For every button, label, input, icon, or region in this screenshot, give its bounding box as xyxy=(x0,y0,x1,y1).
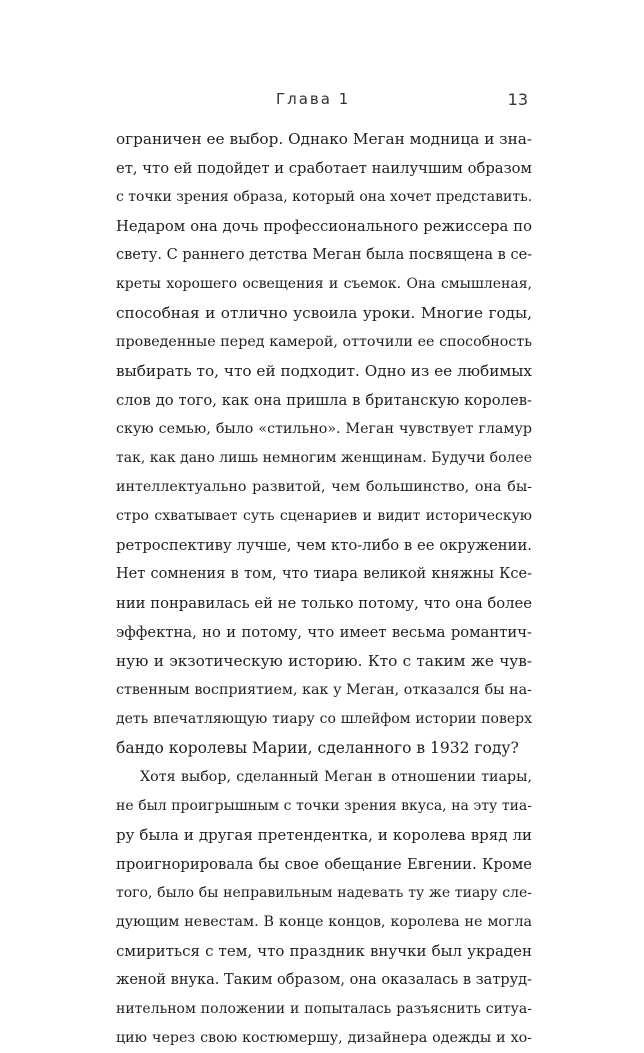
text-line: смириться с тем, что праздник внучки был украден xyxy=(116,942,532,960)
text-line: слов до того, как она пришла в британскую королев- xyxy=(116,392,532,409)
text-line: стро схватывает суть сценариев и видит историческую xyxy=(116,508,532,524)
paragraph-end-line: бандо королевы Марии, сделанного в 1932 году? xyxy=(116,739,519,757)
text-line: того, было бы неправильным надевать ту же тиару сле- xyxy=(116,885,532,901)
text-line: цию через свою костюмершу, дизайнера одежды и хо- xyxy=(116,1030,532,1046)
text-line: Недаром она дочь профессионального режиссера по xyxy=(116,218,532,235)
text-line: выбирать то, что ей подходит. Одно из ее любимых xyxy=(116,362,532,380)
text-line: скую семью, было «стильно». Меган чувствует гламур xyxy=(116,421,532,437)
text-line: ет, что ей подойдет и сработает наилучшим образом xyxy=(116,160,532,177)
text-line: так, как дано лишь немногим женщинам. Будучи более xyxy=(116,450,532,466)
text-line: женой внука. Таким образом, она оказалась в затруд- xyxy=(116,972,532,988)
text-line: деть впечатляющую тиару со шлейфом истории поверх xyxy=(116,711,532,727)
paragraph-start-line: Хотя выбор, сделанный Меган в отношении тиары, xyxy=(140,769,532,785)
body-text xyxy=(116,125,532,1053)
text-line: проведенные перед камерой, отточили ее способность xyxy=(116,334,532,350)
text-line: Нет сомнения в том, что тиара великой княжны Ксе- xyxy=(116,566,532,582)
text-line: эффектна, но и потому, что имеет весьма романтич- xyxy=(116,624,532,641)
text-line: нии понравилась ей не только потому, что она более xyxy=(116,595,532,612)
text-line: креты хорошего освещения и съемок. Она смышленая, xyxy=(116,276,532,292)
text-line: ретроспективу лучше, чем кто-либо в ее окружении. xyxy=(116,537,532,554)
text-line: дующим невестам. В конце концов, королева не могла xyxy=(116,914,532,930)
text-line: ную и экзотическую историю. Кто с таким же чув- xyxy=(116,652,532,670)
chapter-label: Глава 1 xyxy=(276,90,351,108)
text-line: нительном положении и попыталась разъяснить ситуа- xyxy=(116,1001,532,1017)
text-line: проигнорировала бы свое обещание Евгении. Кроме xyxy=(116,856,532,873)
text-line: ственным восприятием, как у Меган, отказался бы на- xyxy=(116,682,532,698)
running-head xyxy=(116,90,528,116)
text-line: интеллектуально развитой, чем большинство, она бы- xyxy=(116,479,532,495)
text-line: ру была и другая претендентка, и королева вряд ли xyxy=(116,826,532,844)
text-line: с точки зрения образа, который она хочет представить. xyxy=(116,189,533,205)
page-number: 13 xyxy=(507,90,528,109)
text-line: ограничен ее выбор. Однако Меган модница и зна- xyxy=(116,130,532,148)
text-line: не был проигрышным с точки зрения вкуса, на эту тиа- xyxy=(116,798,532,814)
text-line: способная и отлично усвоила уроки. Многие годы, xyxy=(116,304,532,322)
text-line: свету. С раннего детства Меган была посвящена в се- xyxy=(116,247,533,263)
